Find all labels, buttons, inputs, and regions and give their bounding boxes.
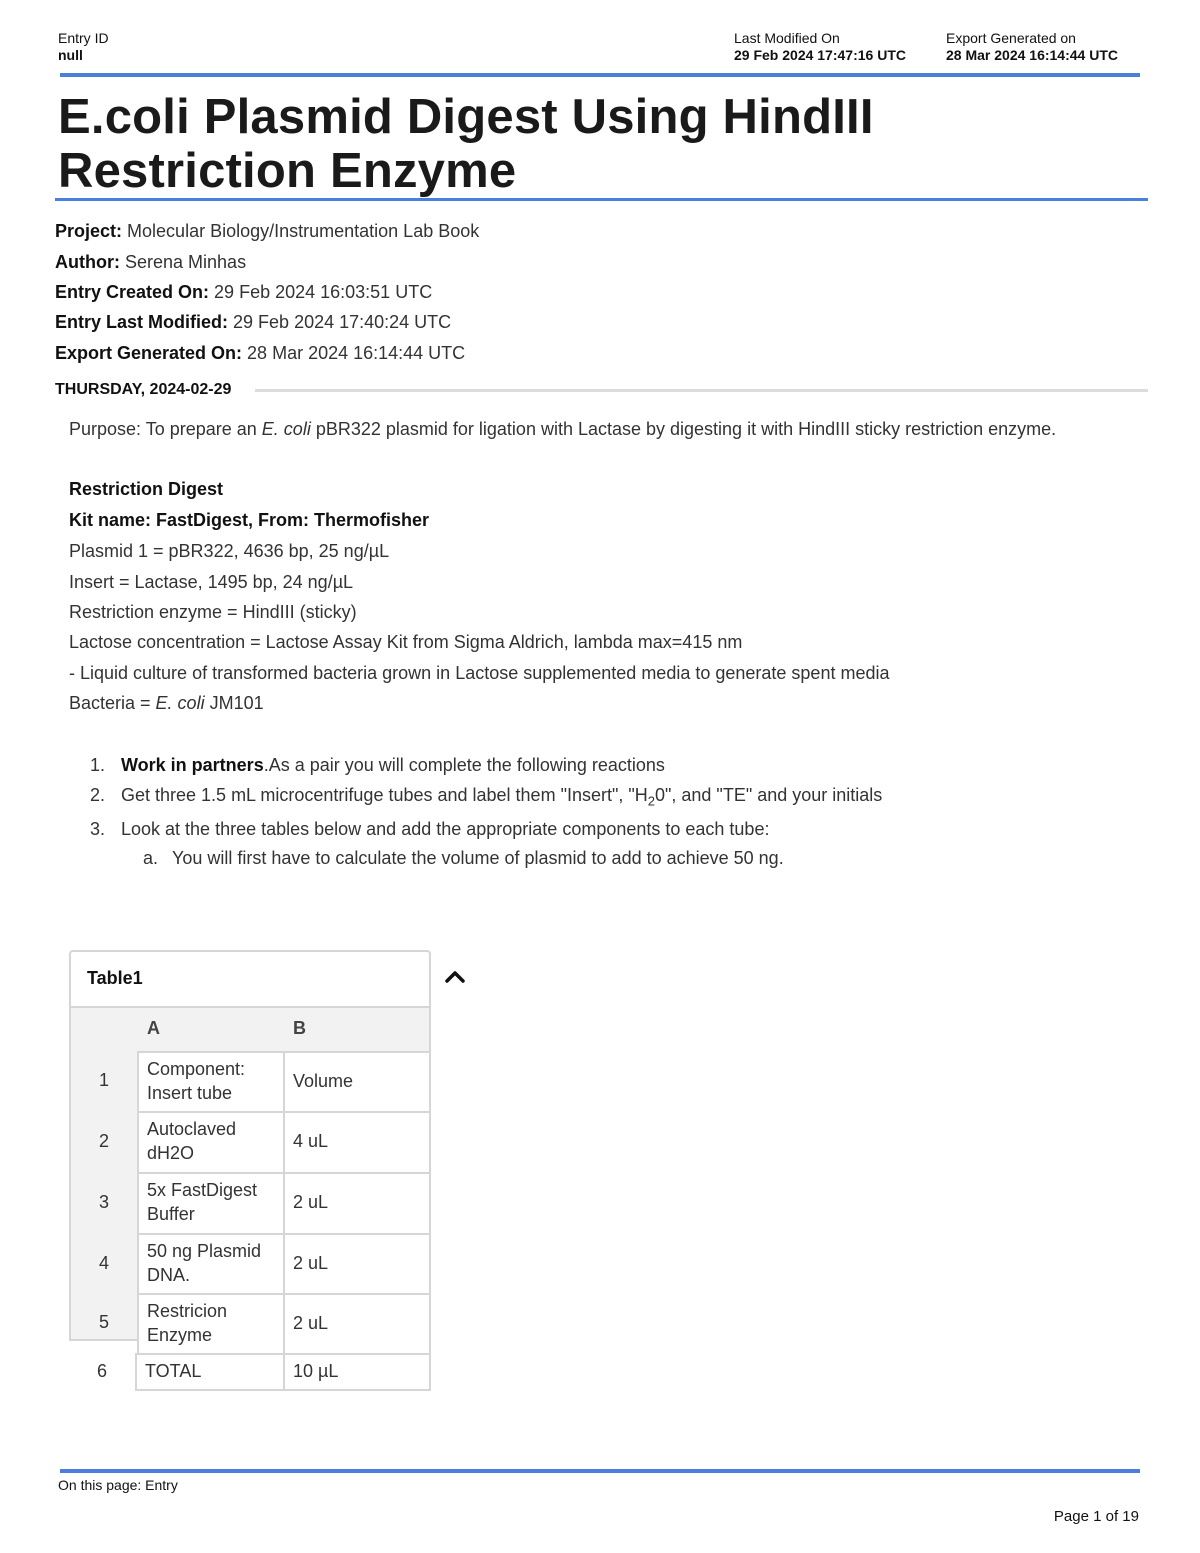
title-rule	[55, 198, 1148, 201]
table-cell: 50 ng Plasmid DNA.	[137, 1233, 285, 1295]
meta-export	[55, 342, 465, 364]
list-item-3a: You will first have to calculate the volume of plasmid to add to achieve 50 ng.	[172, 848, 784, 868]
meta-author	[55, 251, 246, 273]
date-heading: THURSDAY, 2024-02-29	[55, 380, 239, 400]
page-title	[58, 90, 1138, 198]
row-number: 6	[96, 1361, 107, 1381]
page-number: Page 1 of 19	[1053, 1508, 1139, 1525]
meta-modified	[55, 311, 451, 333]
table-cell: 2 uL	[283, 1293, 431, 1355]
list-letter-a: a.	[143, 848, 159, 868]
plasmid-line: Plasmid 1 = pBR322, 4636 bp, 25 ng/µL	[69, 541, 390, 561]
column-header-a: A	[147, 1018, 160, 1038]
table-cell: 10 µL	[283, 1353, 431, 1391]
date-divider	[255, 389, 1148, 392]
insert-line: Insert = Lactase, 1495 bp, 24 ng/µL	[69, 572, 354, 592]
row-number: 5	[98, 1312, 109, 1332]
section-heading: Restriction Digest	[69, 479, 224, 499]
table-cell: 4 uL	[283, 1111, 431, 1174]
meta-modified-value: 29 Feb 2024 17:40:24 UTC	[233, 312, 452, 332]
list-item-2-post: 0", and "TE" and your initials	[655, 785, 883, 805]
title-line-1: E.coli Plasmid Digest Using HindIII	[58, 90, 874, 144]
meta-created	[55, 281, 432, 303]
bacteria-pre: Bacteria =	[69, 693, 156, 713]
bacteria-post: JM101	[204, 693, 264, 713]
meta-author-value: Serena Minhas	[125, 252, 247, 272]
table1	[69, 950, 431, 1391]
list-item-3: Look at the three tables below and add the appropriate components to each tube:	[121, 819, 770, 839]
list-item-2-sub: 2	[647, 793, 655, 809]
meta-export-label: Export Generated On:	[55, 343, 243, 363]
table-cell: Volume	[283, 1051, 431, 1113]
row-number: 1	[98, 1070, 109, 1090]
list-item-2-pre: Get three 1.5 mL microcentrifuge tubes and label them "Insert", "H	[121, 785, 648, 805]
meta-export-value: 28 Mar 2024 16:14:44 UTC	[247, 343, 466, 363]
meta-created-value: 29 Feb 2024 16:03:51 UTC	[214, 282, 433, 302]
entry-id-label: Entry ID	[58, 30, 109, 46]
row-number: 4	[98, 1253, 109, 1273]
list-number-2: 2.	[90, 785, 106, 805]
table-cell: TOTAL	[135, 1353, 285, 1391]
list-item-1-rest: .As a pair you will complete the following reactions	[263, 755, 665, 775]
lactose-line: Lactose concentration = Lactose Assay Kit from Sigma Aldrich, lambda max=415 nm	[69, 632, 743, 652]
meta-project	[55, 220, 479, 242]
row-number: 3	[98, 1192, 109, 1212]
enzyme-line: Restriction enzyme = HindIII (sticky)	[69, 602, 357, 622]
table-cell: 5x FastDigest Buffer	[137, 1172, 285, 1235]
table-cell: 2 uL	[283, 1233, 431, 1295]
meta-project-value: Molecular Biology/Instrumentation Lab Book	[127, 221, 480, 241]
export-generated-label: Export Generated on	[946, 30, 1076, 46]
meta-created-label: Entry Created On:	[55, 282, 210, 302]
purpose-text	[69, 418, 1056, 440]
row-number: 2	[98, 1131, 109, 1151]
list-item-2	[121, 784, 882, 813]
table-title-box	[69, 950, 431, 1008]
purpose-pre: Purpose: To prepare an	[69, 419, 262, 439]
list-item-1-bold: Work in partners	[121, 755, 264, 775]
export-generated-value: 28 Mar 2024 16:14:44 UTC	[946, 47, 1118, 63]
title-line-2: Restriction Enzyme	[58, 144, 517, 198]
list-item-1	[121, 754, 665, 776]
list-number-3: 3.	[90, 819, 106, 839]
table-cell: Autoclaved dH2O	[137, 1111, 285, 1174]
chevron-up-icon[interactable]	[443, 966, 467, 986]
on-this-page: On this page: Entry	[58, 1477, 178, 1493]
purpose-post: pBR322 plasmid for ligation with Lactase by digesting it with HindIII sticky restriction enzyme.	[310, 419, 1057, 439]
purpose-italic: E. coli	[261, 419, 311, 439]
entry-id-value: null	[58, 47, 83, 63]
list-number-1: 1.	[90, 755, 106, 775]
meta-project-label: Project:	[55, 221, 123, 241]
table-cell: Component: Insert tube	[137, 1051, 285, 1113]
last-modified-value: 29 Feb 2024 17:47:16 UTC	[734, 47, 906, 63]
column-header-b: B	[293, 1018, 306, 1038]
last-modified-label: Last Modified On	[734, 30, 840, 46]
table-grid	[69, 1006, 431, 1345]
meta-modified-label: Entry Last Modified:	[55, 312, 229, 332]
header-rule	[60, 73, 1140, 77]
kit-name: Kit name: FastDigest, From: Thermofisher	[69, 510, 430, 530]
table-title: Table1	[87, 968, 143, 988]
footer-rule	[60, 1469, 1140, 1473]
culture-line: - Liquid culture of transformed bacteria grown in Lactose supplemented media to generate spent media	[69, 663, 890, 683]
meta-author-label: Author:	[55, 252, 120, 272]
table-cell: Restricion Enzyme	[137, 1293, 285, 1355]
table-cell: 2 uL	[283, 1172, 431, 1235]
bacteria-line	[69, 692, 264, 714]
bacteria-italic: E. coli	[155, 693, 205, 713]
